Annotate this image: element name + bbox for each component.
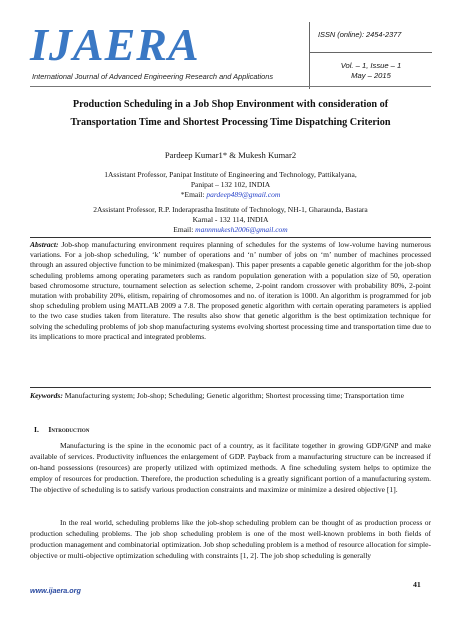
section-title: Introduction [48, 425, 90, 434]
issn: ISSN (online): 2454-2377 [318, 30, 402, 39]
author-2-email-link[interactable]: mannmukesh2006@gmail.com [195, 225, 288, 234]
authors: Pardeep Kumar1* & Mukesh Kumar2 [164, 150, 297, 160]
affiliation-1-line-2: Panipat – 132 102, INDIA [190, 180, 271, 189]
journal-name: International Journal of Advanced Engineering Research and Applications [32, 72, 274, 81]
affiliation-1-line-1: 1Assistant Professor, Panipat Institute of Engineering and Technology, Pattikalyana, [104, 170, 357, 179]
author-1-email-link[interactable]: pardeep489@gmail.com [206, 190, 281, 199]
page-number: 41 [413, 580, 421, 589]
title-line-1: Production Scheduling in a Job Shop Environment with consideration of [72, 99, 389, 110]
affiliation-2-line-1: 2Assistant Professor, R.P. Inderaprastha Institute of Technology, NH-1, Gharaunda, Bastara [93, 205, 368, 214]
keywords [30, 391, 431, 401]
issue-date: May – 2015 [351, 71, 391, 80]
email-label: *Email: [180, 190, 207, 199]
affiliation-2-line-2: Karnal - 132 114, INDIA [192, 215, 269, 224]
abstract [30, 240, 431, 342]
affiliation-2 [30, 205, 431, 235]
issn-box [309, 22, 432, 52]
section-number: I. [34, 425, 39, 434]
paragraph-1: Manufacturing is the spine in the economic pact of a country, as it facilitate together in growing GDP/GNP and make available of services. Productivity influences the enlargement of GDP. Payback from a manufacturing structure can be increased if on-hand possessions (resources) are properly utilized with optimized methods. A fine scheduling system helps to optimize the employ of resources for production. Therefore, the production scheduling is a greatly significant portion of a manufacturing system. The objective of scheduling is to satisfy various production constraints and maximize or minimize a desired objective [1]. [30, 441, 431, 494]
footer-url-link[interactable]: www.ijaera.org [30, 586, 81, 595]
paper-title [30, 96, 431, 132]
volume-box [309, 52, 432, 89]
abstract-text: Job-shop manufacturing environment requires planning of schedules for the systems of low-volume having numerous variations. For a job-shop scheduling, ‘k’ number of operations and ‘n’ number of jobs on ‘m’ number of machines processed through an assured objective function to be minimized (makespan). This paper presents a capable genetic algorithm for the job-shop scheduling problems among operating parameters such as random population generation with a population size of 50, operation based chromosome structure, tournament selection as selection scheme, 2-point random crossover with probability 80%, 2-point mutation with probability 20%, elitism, repairing of chromosomes and no. of iteration is 1000. An algorithm is programmed for job shop scheduling problem using MATLAB 2009 a 7.8. The proposed genetic algorithm with certain operating parameters is applied to the two case studies taken from literature. The results also show that genetic algorithm is the best optimization technique for solving the scheduling problems of job shop manufacturing systems evolving shortest processing time and transportation time due to its implications to more practical and integrated problems. [30, 240, 431, 341]
keywords-text: Manufacturing system; Job-shop; Scheduling; Genetic algorithm; Shortest processing time; Transportation time [62, 391, 404, 400]
keywords-label: Keywords: [30, 391, 63, 400]
abstract-top-rule [30, 237, 431, 238]
abstract-bottom-rule [30, 387, 431, 388]
section-heading [34, 425, 89, 434]
header-divider [30, 86, 431, 87]
email-label: Email: [173, 225, 196, 234]
journal-logo [30, 19, 248, 74]
logo-text: IJAERA [30, 19, 200, 70]
paragraph-2: In the real world, scheduling problems like the job-shop scheduling problem can be thought of as production process or production scheduling problems. The job shop scheduling problem is one of the most well-known problems in both fields of production management and combinatorial optimization. Job shop scheduling problem is a method of resource allocation for simple-objective or multi-objective optimization scheduling with constraints [1, 2]. The job shop scheduling is generally [30, 518, 431, 560]
abstract-label: Abstract: [30, 240, 59, 249]
affiliation-1 [30, 170, 431, 200]
volume-issue: Vol. – 1, Issue – 1 [340, 61, 402, 70]
title-line-2: Transportation Time and Shortest Processing Time Dispatching Criterion [70, 117, 391, 128]
